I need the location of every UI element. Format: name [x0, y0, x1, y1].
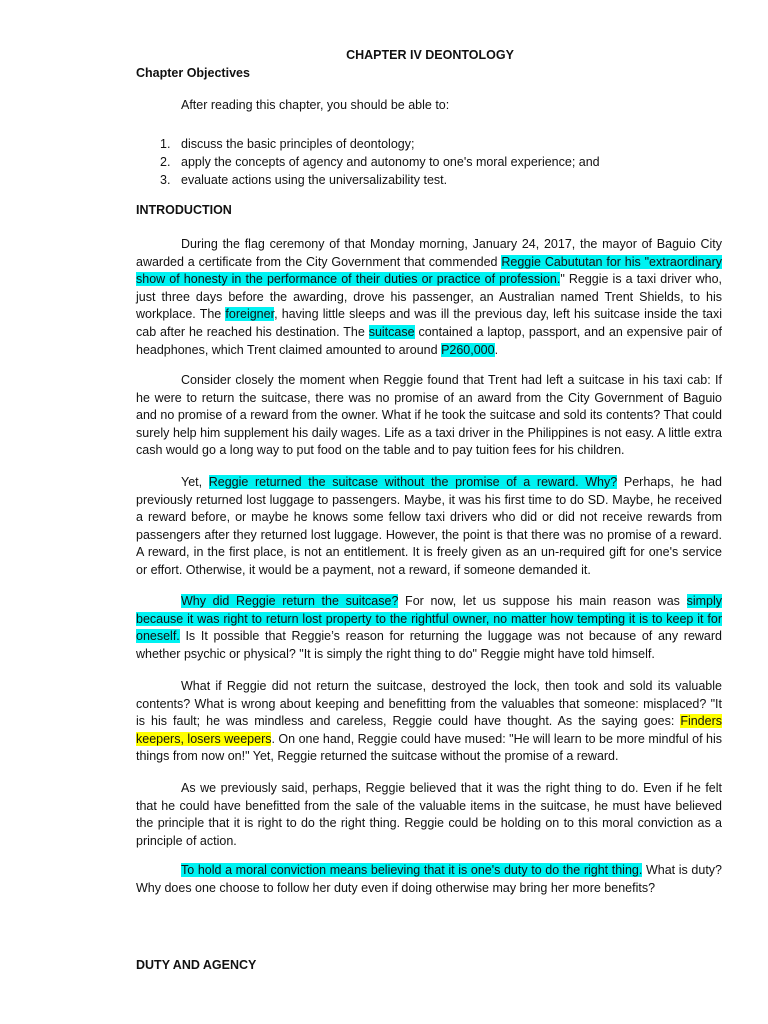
- highlighted-text: foreigner: [225, 307, 275, 322]
- paragraph-4: [136, 593, 722, 663]
- paragraph-5: [136, 678, 722, 766]
- text-run: During the flag ceremony of that Monday morning, January 24, 2017, the mayor of Baguio City awarded a certificate from the City Government that commended: [136, 237, 722, 269]
- paragraph-3: [136, 474, 722, 580]
- text-run: What is duty? Why does one choose to follow her duty even if doing otherwise may bring her more benefits?: [136, 863, 722, 895]
- paragraph-1: [136, 236, 722, 359]
- text-run: , having little sleeps and was ill the previous day, left his suitcase inside the taxi cab after he reached his destination. The: [136, 307, 722, 339]
- highlighted-text: simply because it was right to return lost property to the rightful owner, no matter how tempting it is to keep it for oneself.: [136, 594, 722, 644]
- list-item: [136, 153, 600, 171]
- text-run: For now, let us suppose his main reason was: [398, 594, 687, 608]
- objectives-heading: Chapter Objectives: [136, 66, 250, 80]
- paragraph-2: Consider closely the moment when Reggie found that Trent had left a suitcase in his taxi cab: If he were to return the suitcase, there was no promise of an award from the City Government of Baguio and no promise of a reward from the owner. What if he took the suitcase and sold its contents? That could surely help him supplement his daily wages. Life as a taxi driver in the Philippines is not easy. A little extra cash would go a long way to put food on the table and to pay tuition fees for his children.: [136, 373, 722, 458]
- list-number: 3.: [160, 173, 171, 187]
- text-run: Perhaps, he had previously returned lost luggage to passengers. Maybe, it was his first time to do SD. Maybe, he received a reward before, or maybe he knows some fellow taxi drivers who did or did not receive rewards from passengers after they returned lost luggage. However, the point is that there was no promise of a reward. A reward, in the first place, is not an entitlement. It is freely given as an un-required gift for one's service or effort. Otherwise, it would be a payment, not a reward, if someone demanded it.: [136, 475, 722, 577]
- highlighted-text: To hold a moral conviction means believing that it is one's duty to do the right thing.: [181, 863, 643, 877]
- text-run: " Reggie is a taxi driver who, just three days before the awarding, drove his passenger, an Australian named Trent Shields, to his workplace. The: [136, 272, 722, 322]
- highlighted-text: Why did Reggie return the suitcase?: [181, 594, 399, 608]
- highlighted-text: Finders keepers, losers weepers: [136, 714, 722, 746]
- paragraph-7: [136, 862, 722, 897]
- highlighted-text: suitcase: [368, 324, 415, 339]
- paragraph-6: As we previously said, perhaps, Reggie believed that it was the right thing to do. Even if he felt that he could have benefitted from the sale of the valuable items in the suitcase, he must have believed the principle that it is right to do the right thing. Reggie could be holding on to this moral conviction as a principle of action.: [136, 781, 722, 848]
- objectives-list: [136, 135, 600, 189]
- list-item: [136, 171, 600, 189]
- text-run: .: [494, 342, 499, 357]
- introduction-heading: INTRODUCTION: [136, 203, 232, 217]
- highlighted-text: P260,000: [441, 342, 495, 357]
- list-number: 1.: [160, 137, 171, 151]
- list-text: apply the concepts of agency and autonomy to one's moral experience; and: [181, 155, 600, 169]
- chapter-title: CHAPTER IV DEONTOLOGY: [346, 48, 514, 62]
- text-run: Yet,: [181, 475, 209, 489]
- text-run: . On one hand, Reggie could have mused: "He will learn to be more mindful of his things from now on!" Yet, Reggie returned the suitcase without the promise of a reward.: [136, 731, 723, 764]
- text-run: What if Reggie did not return the suitcase, destroyed the lock, then took and sold its valuable contents? What is wrong about keeping and benefitting from the valuables that someone: misplaced? "It is his fault; he was mindless and careless, Reggie could have thought. As the saying goes:: [136, 679, 722, 729]
- text-run: contained a laptop, passport, and an expensive pair of headphones, which Trent claimed amounted to around: [136, 324, 722, 357]
- list-number: 2.: [160, 155, 171, 169]
- highlighted-text: Reggie Cabututan for his "extraordinary show of honesty in the performance of their duties or practice of profession.: [136, 254, 722, 287]
- duty-agency-heading: DUTY AND AGENCY: [136, 958, 257, 972]
- list-item: [136, 135, 600, 153]
- list-text: evaluate actions using the universalizability test.: [181, 173, 448, 187]
- highlighted-text: Reggie returned the suitcase without the promise of a reward. Why?: [208, 475, 618, 489]
- list-text: discuss the basic principles of deontology;: [181, 137, 415, 151]
- text-run: Is It possible that Reggie’s reason for returning the luggage was not because of any reward whether psychic or physical? "It is simply the right thing to do" Reggie might have told himself.: [136, 629, 722, 661]
- objectives-intro: After reading this chapter, you should be able to:: [181, 98, 450, 112]
